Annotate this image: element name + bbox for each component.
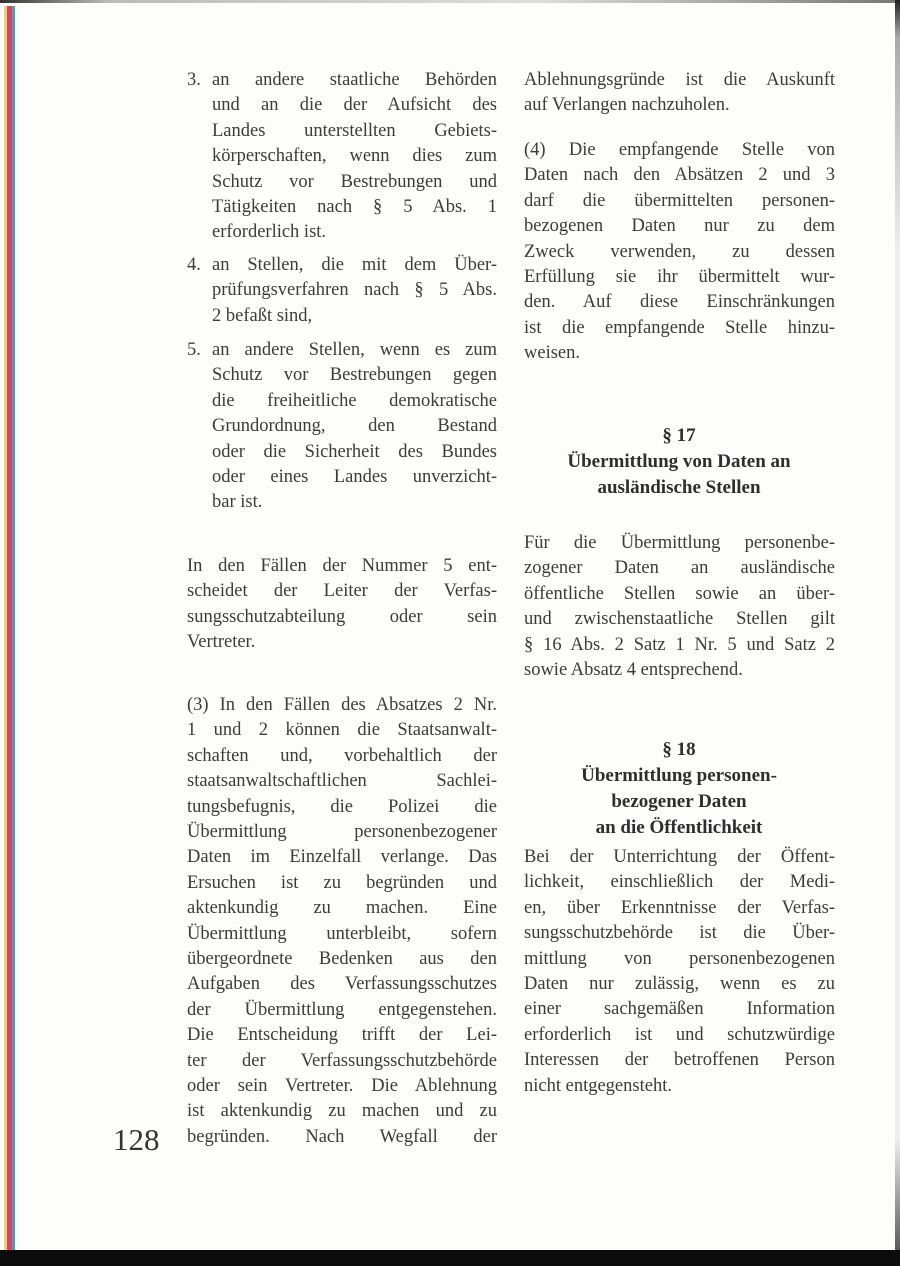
text-line: bar ist. — [212, 492, 263, 513]
text-line: ter der Verfassungsschutzbehörde — [187, 1050, 497, 1071]
text-line: Ablehnungsgründe ist die Auskunft — [524, 70, 835, 90]
text-line: einer sachgemäßen Information — [524, 999, 835, 1020]
text-line: bezogenen Daten nur zu dem — [524, 216, 835, 237]
text-line: oder eines Landes unverzicht- — [212, 467, 497, 487]
text-line: Daten nach den Absätzen 2 und 3 — [524, 165, 835, 186]
text-line: prüfungsverfahren nach § 5 Abs. — [212, 280, 497, 301]
text-line: übergeordnete Bedenken aus den — [187, 949, 497, 969]
list-item-number: 3. — [187, 70, 201, 90]
text-line: lichkeit, einschließlich der Medi- — [524, 872, 835, 893]
text-line: Grundordnung, den Bestand — [212, 416, 497, 437]
section-title: Übermittlung von Daten an — [567, 451, 791, 472]
text-line: (4) Die empfangende Stelle von — [524, 140, 835, 160]
text-line: an andere Stellen, wenn es zum — [212, 340, 497, 360]
text-line: mittlung von personenbezogenen — [524, 948, 835, 969]
text-line: Daten im Einzelfall verlange. Das — [187, 847, 497, 868]
text-line: nicht entgegensteht. — [524, 1075, 672, 1096]
text-line: sungsschutzbehörde ist die Über- — [524, 923, 835, 944]
text-line: Für die Übermittlung personenbe- — [524, 533, 835, 553]
text-line: an andere staatliche Behörden — [212, 70, 497, 90]
text-line: Landes unterstellten Gebiets- — [212, 120, 497, 141]
text-line: die freiheitliche demokratische — [212, 390, 497, 411]
text-line: begründen. Nach Wegfall der — [187, 1126, 497, 1147]
text-line: § 16 Abs. 2 Satz 1 Nr. 5 und Satz 2 — [524, 634, 835, 655]
text-line: aktenkundig zu machen. Eine — [187, 898, 497, 919]
scan-right-edge — [895, 0, 900, 1266]
page-number: 128 — [113, 1122, 160, 1157]
text-line: Die Entscheidung trifft der Lei- — [187, 1025, 497, 1046]
text-line: Schutz vor Bestrebungen gegen — [212, 365, 497, 386]
list-item-number: 5. — [187, 340, 201, 360]
text-line: Vertreter. — [187, 632, 256, 653]
text-line: Schutz vor Bestrebungen und — [212, 171, 497, 192]
section-number: § 17 — [662, 425, 696, 446]
text-line: erforderlich ist und schutzwürdige — [524, 1024, 835, 1045]
page-edge-stripe-teal — [12, 6, 15, 1252]
section-title: ausländische Stellen — [597, 477, 761, 498]
text-line: tungsbefugnis, die Polizei die — [187, 796, 497, 817]
section-number: § 18 — [662, 739, 696, 760]
text-line: (3) In den Fällen des Absatzes 2 Nr. — [187, 695, 497, 715]
section-title: Übermittlung personen- — [581, 765, 777, 786]
text-line: oder sein Vertreter. Die Ablehnung — [187, 1076, 497, 1096]
text-line: Erfüllung sie ihr übermittelt wur- — [524, 267, 835, 287]
text-line: erforderlich ist. — [212, 222, 327, 243]
scan-top-edge — [0, 0, 900, 3]
text-line: der Übermittlung entgegenstehen. — [187, 999, 497, 1020]
text-line: und an die der Aufsicht des — [212, 95, 497, 116]
text-line: und zwischenstaatliche Stellen gilt — [524, 609, 835, 630]
text-line: Übermittlung personenbezogener — [187, 822, 497, 842]
text-line: schaften und, vorbehaltlich der — [187, 745, 497, 766]
list-item-number: 4. — [187, 255, 201, 275]
text-line: Aufgaben des Verfassungsschutzes — [187, 974, 497, 995]
text-line: scheidet der Leiter der Verfas- — [187, 581, 497, 602]
text-line: oder die Sicherheit des Bundes — [212, 441, 497, 462]
text-line: zogener Daten an ausländische — [524, 558, 835, 579]
section-title: bezogener Daten — [611, 791, 747, 812]
text-line: Ersuchen ist zu begründen und — [187, 872, 497, 893]
text-line: öffentliche Stellen sowie an über- — [524, 583, 835, 604]
text-line: Übermittlung unterbleibt, sofern — [187, 923, 497, 944]
section-title: an die Öffentlichkeit — [595, 817, 763, 838]
text-line: an Stellen, die mit dem Über- — [212, 255, 497, 275]
text-line: auf Verlangen nachzuholen. — [524, 95, 730, 116]
text-line: In den Fällen der Nummer 5 ent- — [187, 556, 497, 576]
text-line: Interessen der betroffenen Person — [524, 1050, 835, 1071]
text-line: sungsschutzabteilung oder sein — [187, 606, 497, 627]
text-line: Daten nur zulässig, wenn es zu — [524, 974, 835, 994]
text-line: staatsanwaltschaftlichen Sachlei- — [187, 771, 497, 792]
text-line: den. Auf diese Einschränkungen — [524, 292, 835, 313]
text-line: Zweck verwenden, zu dessen — [524, 241, 835, 262]
text-line: Bei der Unterrichtung der Öffent- — [524, 847, 835, 867]
text-line: weisen. — [524, 343, 580, 364]
text-line: 1 und 2 können die Staatsanwalt- — [187, 720, 497, 741]
text-line: darf die übermittelten personen- — [524, 190, 835, 211]
text-line: ist die empfangende Stelle hinzu- — [524, 317, 835, 338]
text-line: sowie Absatz 4 entsprechend. — [524, 660, 743, 680]
text-line: körperschaften, wenn dies zum — [212, 146, 497, 167]
text-line: Tätigkeiten nach § 5 Abs. 1 — [212, 197, 497, 217]
text-line: ist aktenkundig zu machen und zu — [187, 1101, 497, 1122]
text-line: 2 befaßt sind, — [212, 305, 313, 326]
scan-bottom-edge — [0, 1250, 900, 1266]
text-line: en, über Erkenntnisse der Verfas- — [524, 897, 835, 918]
